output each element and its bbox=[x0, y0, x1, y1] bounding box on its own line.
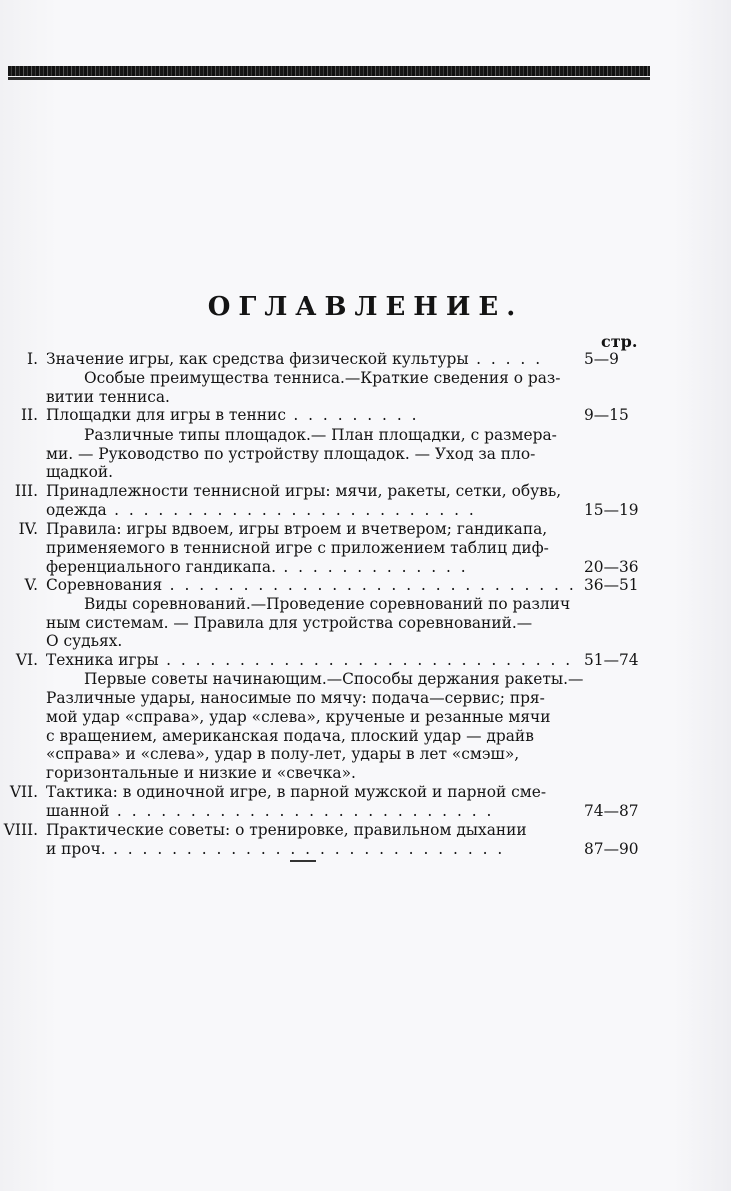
entry-subtopics-line: «справа» и «слева», удар в полу-лет, удары в лет «смэш», bbox=[46, 745, 520, 763]
entry-number: II. bbox=[20, 406, 38, 424]
entry-subtopics-line: Виды соревнований.—Проведение соревнований по различ bbox=[84, 595, 571, 613]
entry-pages: 15—19 bbox=[584, 501, 639, 519]
entry-pages: 20—36 bbox=[584, 558, 639, 576]
entry-pages: 5—9 bbox=[584, 350, 619, 368]
page-title: ОГЛАВЛЕНИЕ. bbox=[207, 292, 524, 322]
entry-subtopics-line: Различные удары, наносимые по мячу: подача—сервис; пря- bbox=[46, 689, 545, 707]
entry-pages: 74—87 bbox=[584, 802, 639, 820]
entry-title: Практические советы: о тренировке, правильном дыхании bbox=[46, 821, 527, 839]
entry-pages: 36—51 bbox=[584, 576, 639, 594]
entry-subtopics-line: Первые советы начинающим.—Способы держания ракеты.— bbox=[84, 670, 584, 688]
entry-title-continued: ференциального гандикапа. . . . . . . . . . . . . . bbox=[46, 558, 469, 576]
entry-subtopics-line: мой удар «справа», удар «слева», крученые и резанные мячи bbox=[46, 708, 551, 726]
entry-subtopics-line: горизонтальные и низкие и «свечка». bbox=[46, 764, 356, 782]
entry-subtopics-line: ным системам. — Правила для устройства соревнований.— bbox=[46, 614, 533, 632]
entry-subtopics-line: О судьях. bbox=[46, 632, 123, 650]
entry-number: VII. bbox=[9, 783, 38, 801]
entry-title-continued: применяемого в теннисной игре с приложением таблиц диф- bbox=[46, 539, 549, 557]
entry-number: VI. bbox=[15, 651, 38, 669]
entry-subtopics-line: Особые преимущества тенниса.—Краткие сведения о раз- bbox=[84, 369, 561, 387]
top-decorative-rule bbox=[8, 66, 650, 76]
entry-pages: 87—90 bbox=[584, 840, 639, 858]
entry-title: Техника игры . . . . . . . . . . . . . . . . . . . . . . . . . . . . bbox=[46, 651, 573, 669]
entry-title: Тактика: в одиночной игре, в парной мужской и парной сме- bbox=[46, 783, 547, 801]
end-rule bbox=[290, 860, 316, 862]
entry-title-continued: и проч. . . . . . . . . . . . . . . . . . . . . . . . . . . . bbox=[46, 840, 505, 858]
entry-title: Принадлежности теннисной игры: мячи, ракеты, сетки, обувь, bbox=[46, 482, 562, 500]
entry-number: III. bbox=[14, 482, 38, 500]
entry-subtopics-line: с вращением, американская подача, плоский удар — драйв bbox=[46, 727, 534, 745]
entry-subtopics-line: щадкой. bbox=[46, 463, 113, 481]
entry-title: Соревнования . . . . . . . . . . . . . . . . . . . . . . . . . . . . bbox=[46, 576, 577, 594]
entry-title: Значение игры, как средства физической культуры . . . . . bbox=[46, 350, 543, 368]
entry-title: Площадки для игры в теннис . . . . . . . . . bbox=[46, 406, 420, 424]
entry-number: IV. bbox=[18, 520, 38, 538]
pages-column-header: стр. bbox=[601, 332, 638, 351]
entry-subtopics-line: витии тенниса. bbox=[46, 388, 170, 406]
entry-pages: 9—15 bbox=[584, 406, 629, 424]
entry-subtopics-line: Различные типы площадок.— План площадки, с размера- bbox=[84, 426, 557, 444]
entry-number: I. bbox=[27, 350, 38, 368]
entry-number: V. bbox=[24, 576, 38, 594]
entry-title-continued: одежда . . . . . . . . . . . . . . . . . . . . . . . . . bbox=[46, 501, 477, 519]
entry-title: Правила: игры вдвоем, игры втроем и вчетвером; гандикапа, bbox=[46, 520, 548, 538]
entry-title-continued: шанной . . . . . . . . . . . . . . . . . . . . . . . . . . bbox=[46, 802, 494, 820]
entry-pages: 51—74 bbox=[584, 651, 639, 669]
entry-number: VIII. bbox=[3, 821, 38, 839]
entry-subtopics-line: ми. — Руководство по устройству площадок. — Уход за пло- bbox=[46, 445, 536, 463]
